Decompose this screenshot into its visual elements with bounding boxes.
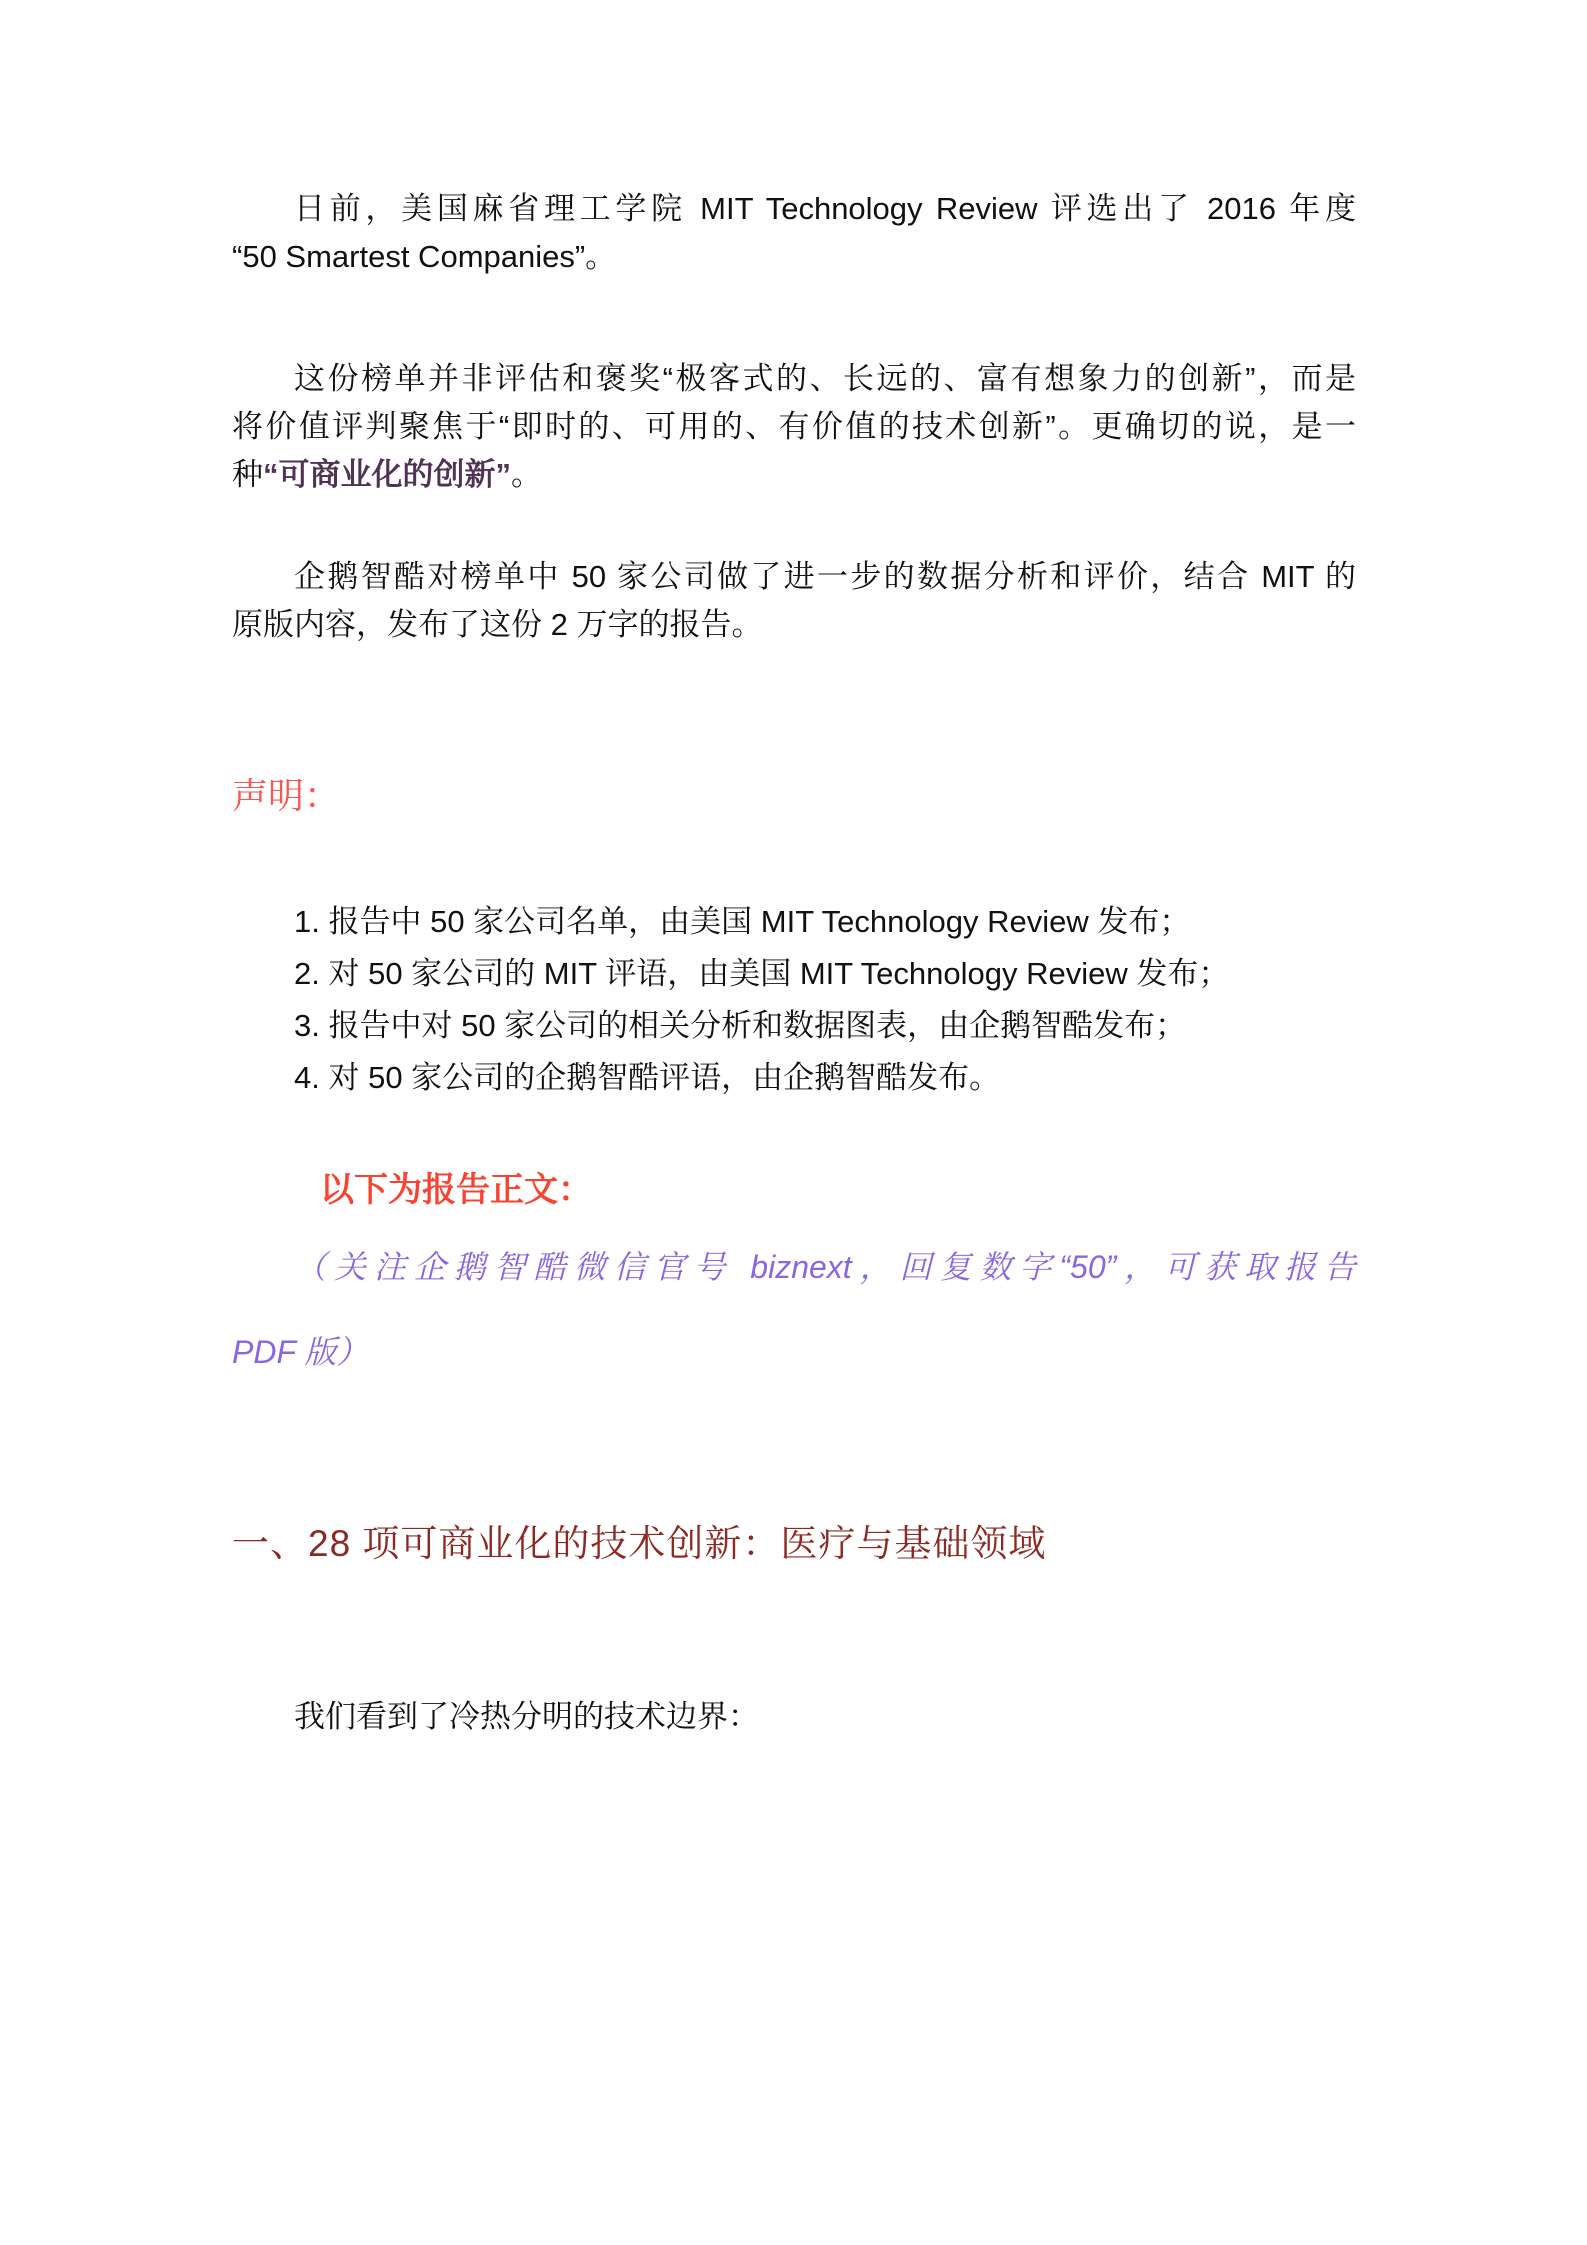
declaration-list xyxy=(232,896,1356,1104)
list-item: 3. 报告中对 50 家公司的相关分析和数据图表，由企鹅智酷发布； xyxy=(294,1008,1187,1043)
paragraph-line: “50 Smartest Companies”。 xyxy=(232,239,617,274)
line-prefix: 种 xyxy=(232,457,263,492)
paragraph-line xyxy=(232,451,1356,499)
statement-heading: 声明： xyxy=(232,775,341,816)
list-item: 4. 对 50 家公司的企鹅智酷评语，由企鹅智酷发布。 xyxy=(294,1060,1001,1095)
report-body-title: 以下为报告正文： xyxy=(320,1171,592,1209)
paragraph-line: 日前，美国麻省理工学院 MIT Technology Review 评选出了 2016 年度 xyxy=(294,191,1356,226)
paragraph-intro-3 xyxy=(232,553,1356,649)
paragraph-line: 将价值评判聚焦于“即时的、可用的、有价值的技术创新”。更确切的说，是一 xyxy=(232,409,1356,444)
section-first-line: 我们看到了冷热分明的技术边界： xyxy=(294,1699,759,1734)
section-heading: 一、28 项可商业化的技术创新：医疗与基础领域 xyxy=(232,1523,1047,1564)
paragraph-line: 企鹅智酷对榜单中 50 家公司做了进一步的数据分析和评价，结合 MIT 的 xyxy=(294,559,1356,594)
paragraph-line: 这份榜单并非评估和褒奖“极客式的、长远的、富有想象力的创新”，而是 xyxy=(294,361,1356,396)
list-item: 1. 报告中 50 家公司名单，由美国 MIT Technology Review 发布； xyxy=(294,904,1191,939)
paragraph-line: 原版内容，发布了这份 2 万字的报告。 xyxy=(232,607,763,642)
wechat-note-line2: PDF 版） xyxy=(232,1334,369,1370)
list-item: 2. 对 50 家公司的 MIT 评语，由美国 MIT Technology Review 发布； xyxy=(294,956,1230,991)
wechat-note-line1: （关注企鹅智酷微信官号 biznext，回复数字“50”，可获取报告 xyxy=(294,1249,1356,1285)
line-suffix: 。 xyxy=(511,457,542,492)
highlighted-phrase: “可商业化的创新” xyxy=(263,457,511,492)
paragraph-intro-2 xyxy=(232,355,1356,499)
paragraph-intro-1 xyxy=(232,185,1356,281)
